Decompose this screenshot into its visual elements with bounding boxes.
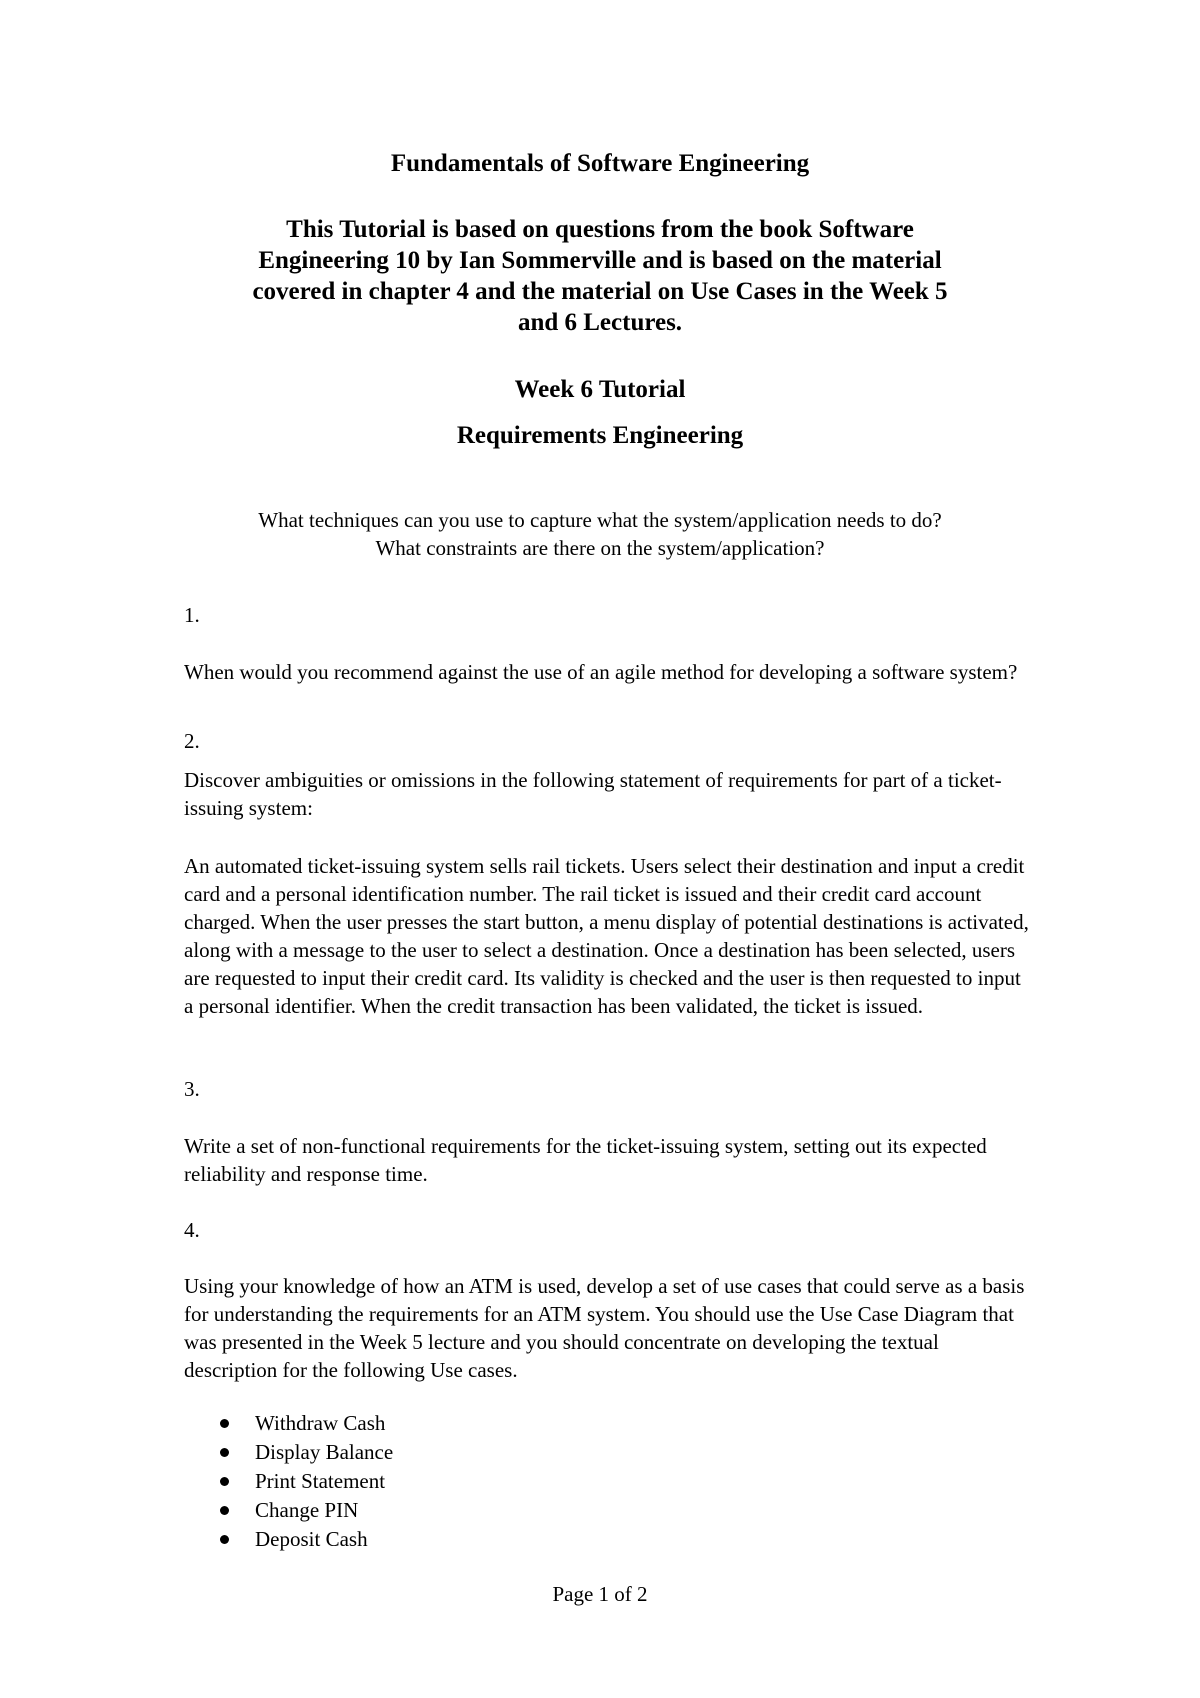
tutorial-intro <box>0 214 1200 338</box>
list-item <box>184 1467 393 1496</box>
question-text: Write a set of non-functional requirements for the ticket-issuing system, setting out its expected reliability and response time. <box>184 1134 987 1186</box>
list-item <box>184 1525 393 1554</box>
use-case-list <box>184 1409 393 1554</box>
intro-line: This Tutorial is based on questions from the book Software <box>286 216 914 243</box>
bullet-icon <box>220 1477 229 1486</box>
page-number: Page 1 of 2 <box>552 1582 648 1606</box>
question-number: 2. <box>184 729 200 753</box>
list-item <box>184 1438 393 1467</box>
bullet-icon <box>220 1448 229 1457</box>
intro-line: and 6 Lectures. <box>517 309 683 336</box>
intro-line: covered in chapter 4 and the material on Use Cases in the Week 5 <box>252 278 948 305</box>
question-text: Discover ambiguities or omissions in the following statement of requirements for part of a ticket-issuing system: <box>184 768 1002 820</box>
question-number: 1. <box>184 603 200 627</box>
question-text: Using your knowledge of how an ATM is used, develop a set of use cases that could serve as a basis for understanding the requirements for an ATM system. You should use the Use Case Diagram that was presented in the Week 5 lecture and you should concentrate on developing the textual description for the following Use cases. <box>184 1274 1025 1382</box>
lead-question: What constraints are there on the system/application? <box>375 536 825 560</box>
use-case-label: Print Statement <box>255 1469 386 1493</box>
bullet-icon <box>220 1506 229 1515</box>
question-number: 4. <box>184 1218 200 1242</box>
requirements-passage: An automated ticket-issuing system sells rail tickets. Users select their destination and input a credit card and a personal identification number. The rail ticket is issued and their credit card account charged. When the user presses the start button, a menu display of potential destinations is activated, along with a message to the user to select a destination. Once a destination has been selected, users are requested to input their credit card. Its validity is checked and the user is then requested to input a personal identifier. When the credit transaction has been validated, the ticket is issued. <box>184 854 1029 1018</box>
use-case-label: Withdraw Cash <box>255 1411 386 1435</box>
question-number: 3. <box>184 1077 200 1101</box>
question-text: When would you recommend against the use of an agile method for developing a software system? <box>184 660 1018 684</box>
use-case-label: Change PIN <box>255 1498 359 1522</box>
use-case-label: Deposit Cash <box>255 1527 368 1551</box>
week-title: Week 6 Tutorial <box>514 376 686 403</box>
topic-title: Requirements Engineering <box>456 422 744 449</box>
list-item <box>184 1496 393 1525</box>
bullet-icon <box>220 1535 229 1544</box>
lead-question: What techniques can you use to capture what the system/application needs to do? <box>258 508 942 532</box>
list-item <box>184 1409 393 1438</box>
use-case-label: Display Balance <box>255 1440 394 1464</box>
course-title: Fundamentals of Software Engineering <box>390 150 810 177</box>
intro-line: Engineering 10 by Ian Sommerville and is based on the material <box>258 247 942 274</box>
bullet-icon <box>220 1419 229 1428</box>
